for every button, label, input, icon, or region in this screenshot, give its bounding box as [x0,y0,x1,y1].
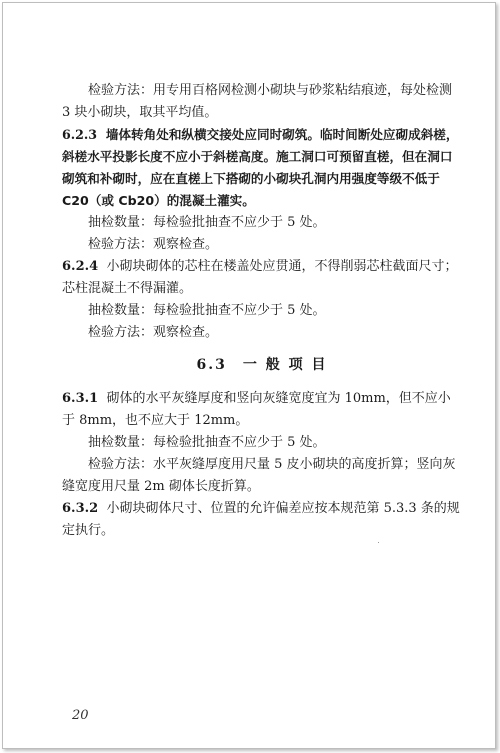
sampling-paragraph: 抽检数量：每检验批抽查不应少于 5 处。 [88,215,326,230]
page-content [62,80,462,542]
inspection-method-paragraph: 检验方法：用专用百格网检测小砌块与砂浆粘结痕迹，每处检测 3 块小砌块，取其平均值。 [62,83,453,120]
inspection-method-paragraph: 检验方法：水平灰缝厚度用尺量 5 皮小砌块的高度折算；竖向灰缝宽度用尺量 2m 砌体长度折算。 [62,457,456,494]
page-number: 20 [72,708,89,723]
clause-6-2-3 [62,124,462,212]
sampling-paragraph: 抽检数量：每检验批抽查不应少于 5 处。 [88,435,326,450]
clause-number: 6.3.1 [62,391,99,406]
clause-6-3-1 [62,388,462,432]
clause-number: 6.2.3 [62,127,98,142]
clause-6-3-2 [62,498,462,542]
inspection-method-paragraph: 检验方法：观察检查。 [88,237,219,252]
clause-6-2-4 [62,256,462,300]
scan-speck [378,542,379,543]
section-title: 6.3 一 般 项 目 [196,357,328,373]
inspection-method-paragraph: 检验方法：观察检查。 [88,325,219,340]
clause-number: 6.3.2 [62,501,99,516]
clause-number: 6.2.4 [62,259,99,274]
clause-text: 小砌块砌体尺寸、位置的允许偏差应按本规范第 5.3.3 条的规定执行。 [62,501,460,538]
sampling-paragraph: 抽检数量：每检验批抽查不应少于 5 处。 [88,303,326,318]
clause-text: 小砌块砌体的芯柱在楼盖处应贯通，不得削弱芯柱截面尺寸；芯柱混凝土不得漏灌。 [62,259,458,296]
clause-text: 墙体转角处和纵横交接处应同时砌筑。临时间断处应砌成斜槎，斜槎水平投影长度不应小于斜槎高度。施工洞口可预留直槎，但在洞口砌筑和补砌时，应在直槎上下搭砌的小砌块孔洞内用强度等级不低于 C20（或 Cb20）的混凝土灌实。 [62,127,459,208]
clause-text: 砌体的水平灰缝厚度和竖向灰缝宽度宜为 10mm，但不应小于 8mm，也不应大于 12mm。 [62,391,451,428]
